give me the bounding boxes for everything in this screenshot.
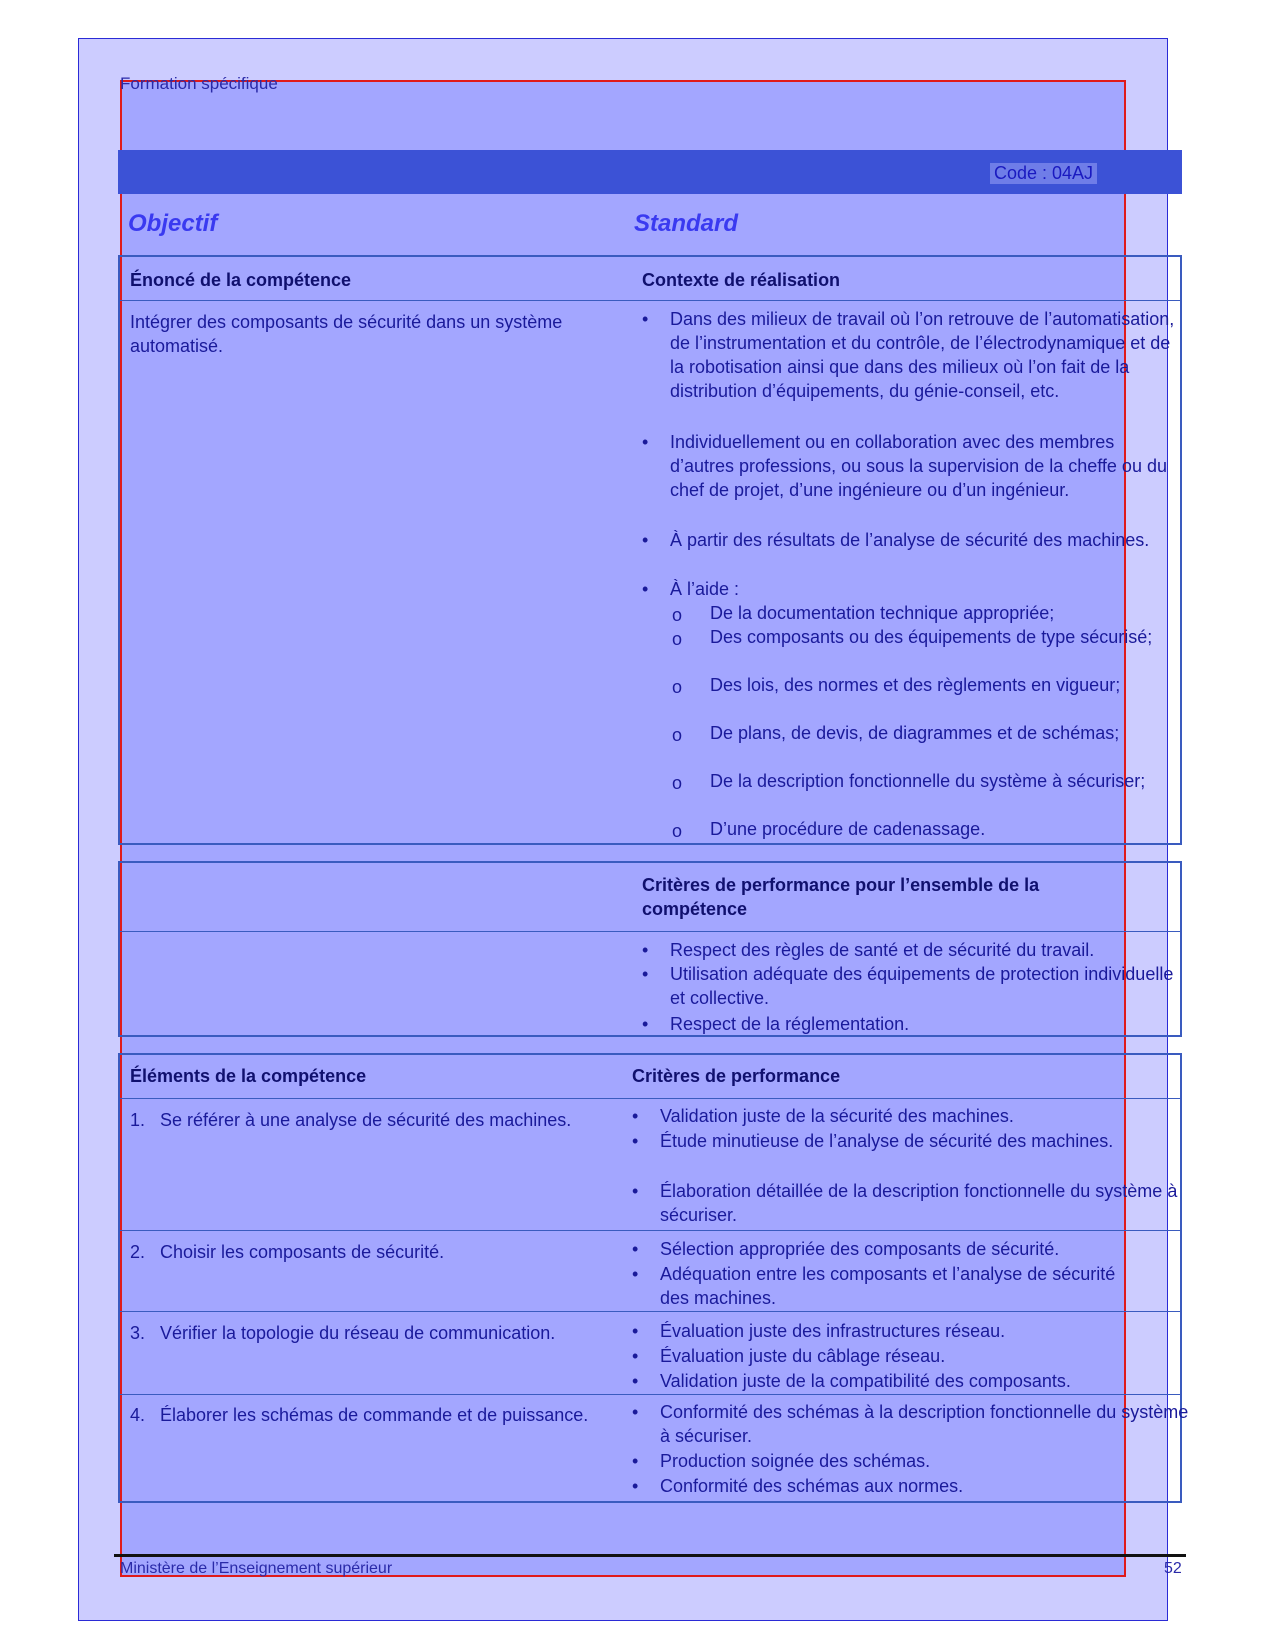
divider xyxy=(118,300,1182,301)
competency-code: Code : 04AJ xyxy=(990,163,1097,184)
enonce-header: Énoncé de la compétence xyxy=(130,270,352,290)
divider xyxy=(118,931,1182,932)
element-item xyxy=(130,1321,590,1345)
element-text: Se référer à une analyse de sécurité des machines. xyxy=(160,1110,572,1130)
critere-item: • Élaboration détaillée de la description fonctionnelle du système à sécuriser. xyxy=(632,1179,1180,1227)
footer-rule xyxy=(114,1554,1186,1557)
element-text: Vérifier la topologie du réseau de communication. xyxy=(160,1323,556,1343)
contexte-item: • À partir des résultats de l’analyse de sécurité des machines. xyxy=(642,528,1180,552)
element-number: 2. xyxy=(130,1242,146,1262)
criteres-header: Critères de performance xyxy=(632,1066,841,1086)
critere-item: • Évaluation juste du câblage réseau. xyxy=(632,1344,1190,1368)
critere-ensemble-item: • Respect de la réglementation. xyxy=(642,1012,1180,1036)
critere-item: • Production soignée des schémas. xyxy=(632,1449,1190,1473)
criteres-ensemble-header: Critères de performance pour l’ensemble de la compétence xyxy=(642,875,1040,919)
element-number: 1. xyxy=(130,1110,146,1130)
element-text: Élaborer les schémas de commande et de puissance. xyxy=(160,1405,589,1425)
objectif-title: Objectif xyxy=(128,210,218,237)
critere-item: • Sélection appropriée des composants de sécurité. xyxy=(632,1237,1190,1261)
page-number: 52 xyxy=(1164,1560,1182,1577)
critere-item: • Évaluation juste des infrastructures réseau. xyxy=(632,1319,1190,1343)
contexte-item: • Individuellement ou en collaboration avec des membres d’autres professions, ou sous la supervision de la cheffe ou du chef de projet, d’une ingénieure ou d’un ingénieur. xyxy=(642,430,1180,502)
contexte-subitem: o De la description fonctionnelle du système à sécuriser; xyxy=(672,769,1170,793)
element-item xyxy=(130,1403,590,1427)
contexte-item: • Dans des milieux de travail où l’on retrouve de l’automatisation, de l’instrumentation et du contrôle, de l’électrodynamique et de la robotisation ainsi que dans des milieux où l’on fait de la distribution d’équipements, du génie-conseil, etc. xyxy=(642,307,1180,403)
divider xyxy=(118,1394,1182,1395)
contexte-subitem: o D’une procédure de cadenassage. xyxy=(672,817,1170,841)
divider xyxy=(118,1230,1182,1231)
contexte-item: • À l’aide : xyxy=(642,577,1180,601)
contexte-subitem: o Des lois, des normes et des règlements en vigueur; xyxy=(672,673,1170,697)
contexte-header: Contexte de réalisation xyxy=(642,270,841,290)
element-number: 3. xyxy=(130,1323,146,1343)
footer-ministry: Ministère de l’Enseignement supérieur xyxy=(120,1560,393,1577)
elements-header: Éléments de la compétence xyxy=(130,1066,367,1086)
contexte-subitem: o Des composants ou des équipements de type sécurisé; xyxy=(672,625,1170,649)
contexte-subitem: o De plans, de devis, de diagrammes et de schémas; xyxy=(672,721,1170,745)
divider xyxy=(118,1098,1182,1099)
critere-item: • Conformité des schémas à la description fonctionnelle du système à sécuriser. xyxy=(632,1400,1190,1448)
critere-item: • Validation juste de la sécurité des machines. xyxy=(632,1104,1190,1128)
critere-ensemble-item: • Respect des règles de santé et de sécurité du travail. xyxy=(642,938,1190,962)
element-text: Choisir les composants de sécurité. xyxy=(160,1242,445,1262)
critere-item: • Conformité des schémas aux normes. xyxy=(632,1474,1190,1498)
running-head: Formation spécifique xyxy=(120,74,278,93)
critere-item: • Étude minutieuse de l’analyse de sécurité des machines. xyxy=(632,1129,1120,1153)
critere-item: • Validation juste de la compatibilité des composants. xyxy=(632,1369,1200,1393)
standard-title: Standard xyxy=(634,210,739,237)
contexte-subitem: o De la documentation technique appropriée; xyxy=(672,601,1170,625)
element-number: 4. xyxy=(130,1405,146,1425)
element-item xyxy=(130,1240,590,1264)
element-item xyxy=(130,1108,590,1132)
enonce-text: Intégrer des composants de sécurité dans un système automatisé. xyxy=(130,312,563,356)
divider xyxy=(118,1311,1182,1312)
critere-ensemble-item: • Utilisation adéquate des équipements de protection individuelle et collective. xyxy=(642,962,1180,1010)
critere-item: • Adéquation entre les composants et l’analyse de sécurité des machines. xyxy=(632,1262,1140,1310)
